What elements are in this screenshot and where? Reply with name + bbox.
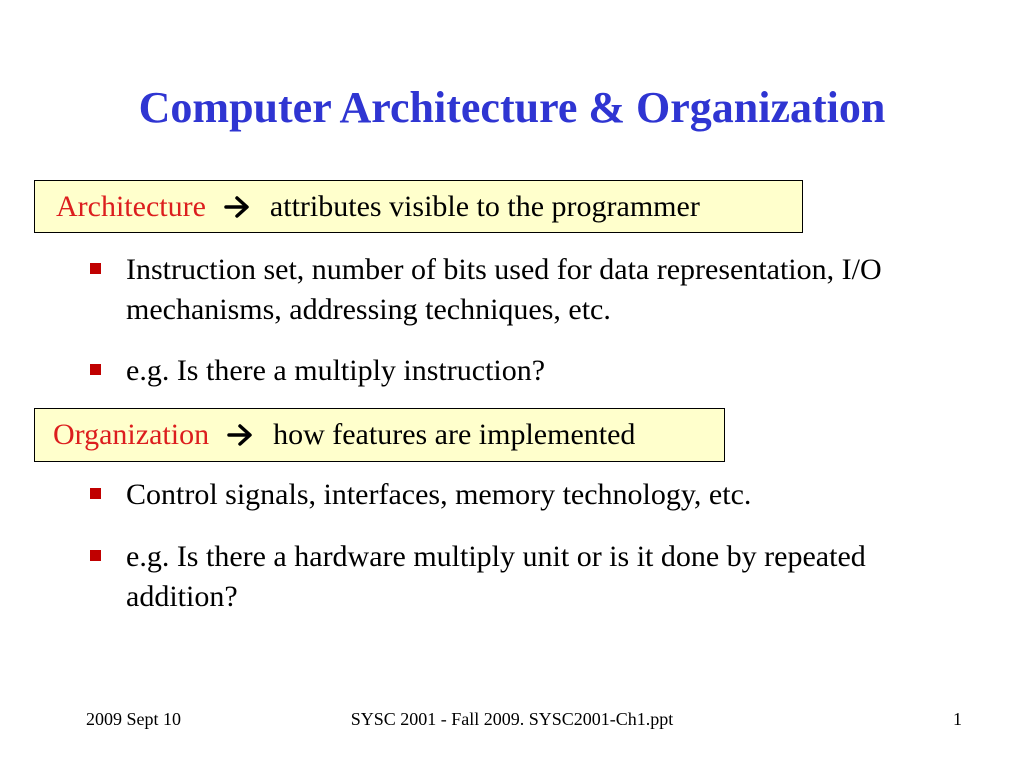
bullet-text: Control signals, interfaces, memory technology, etc.	[126, 478, 752, 511]
list-item	[90, 351, 970, 391]
organization-definition: how features are implemented	[273, 418, 636, 451]
square-bullet-icon	[90, 263, 101, 274]
architecture-definition: attributes visible to the programmer	[269, 189, 700, 223]
square-bullet-icon	[90, 488, 101, 499]
architecture-definition-box	[34, 180, 803, 233]
list-item	[90, 475, 970, 515]
bullet-text: Instruction set, number of bits used for data representation, I/O mechanisms, addressing techniques, etc.	[126, 253, 882, 326]
list-item	[90, 250, 970, 330]
bullet-text: e.g. Is there a hardware multiply unit or is it done by repeated addition?	[126, 540, 866, 613]
organization-definition-box	[34, 408, 725, 462]
square-bullet-icon	[90, 364, 101, 375]
footer-page-number: 1	[953, 709, 962, 729]
architecture-term: Architecture	[56, 189, 206, 223]
square-bullet-icon	[90, 550, 101, 561]
right-arrow-icon	[224, 195, 252, 219]
footer-date: 2009 Sept 10	[86, 709, 182, 729]
list-item	[90, 537, 970, 617]
organization-term: Organization	[53, 418, 210, 451]
right-arrow-icon	[227, 423, 255, 447]
footer-course: SYSC 2001 - Fall 2009. SYSC2001-Ch1.ppt	[350, 709, 674, 729]
bullet-text: e.g. Is there a multiply instruction?	[126, 354, 546, 387]
slide-title: Computer Architecture & Organization	[138, 83, 886, 132]
